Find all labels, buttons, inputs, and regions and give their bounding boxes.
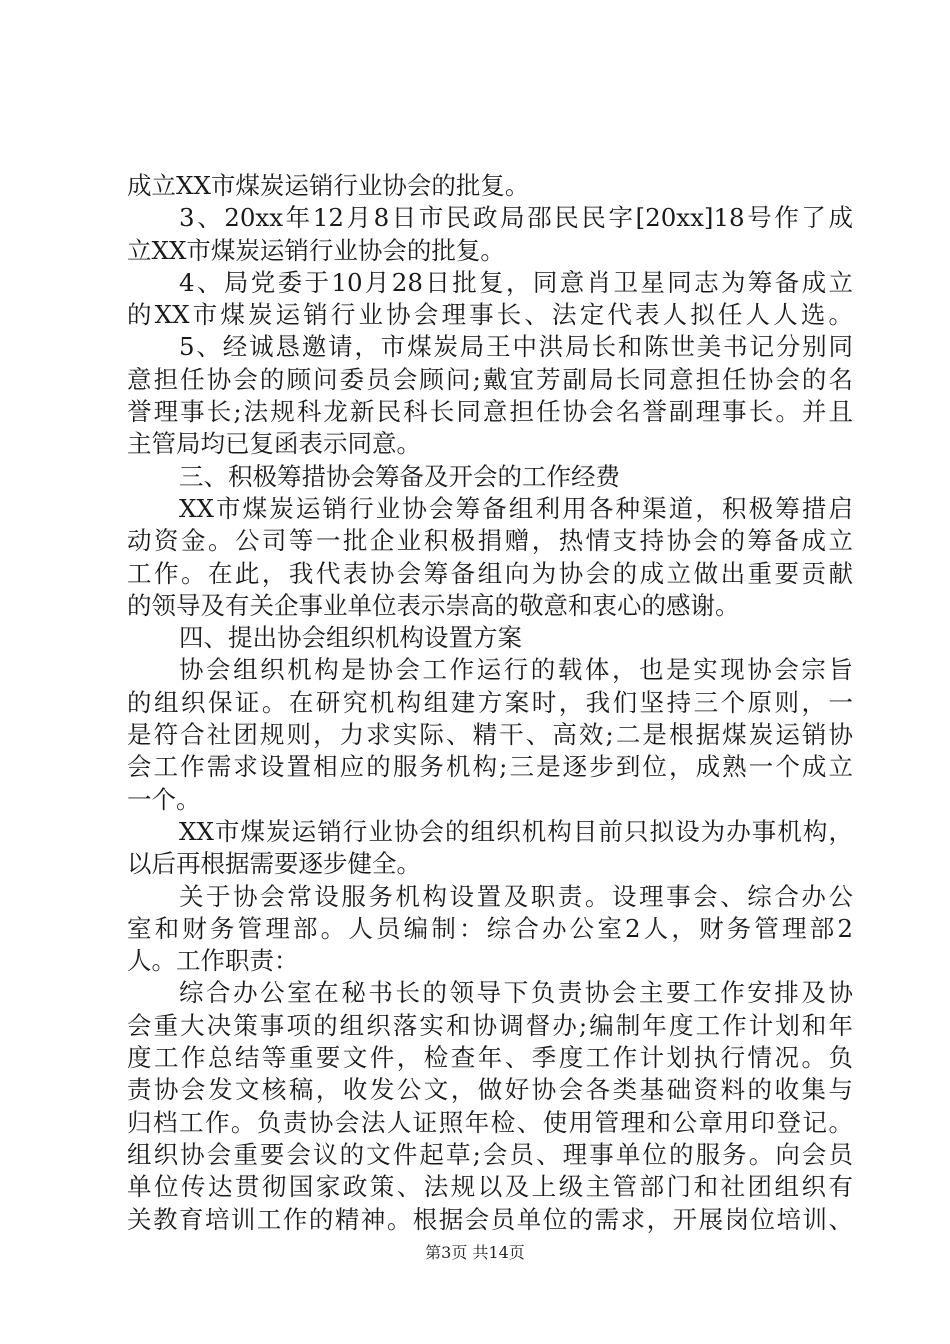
text-line: XX市煤炭运销行业协会筹备组利用各种渠道，积极筹措启 [179,493,853,523]
text-line: 关于协会常设服务机构设置及职责。设理事会、综合办公 [179,881,853,911]
text-line: 3、20xx年12月8日市民政局邵民民字[20xx]18号作了成 [179,203,853,233]
text-line: 意担任协会的顾问委员会顾问;戴宜芳副局长同意担任协会的名 [127,364,853,394]
text-line: 人。工作职责： [127,946,299,976]
text-line: XX市煤炭运销行业协会的组织机构目前只拟设为办事机构， [179,816,853,846]
text-line: 誉理事长;法规科龙新民科长同意担任协会名誉副理事长。并且 [127,397,853,427]
text-line: 的组织保证。在研究机构组建方案时，我们坚持三个原则，一 [127,687,853,717]
text-line: 5、经诚恳邀请，市煤炭局王中洪局长和陈世美书记分别同 [179,332,853,362]
text-line: 会重大决策事项的组织落实和协调督办;编制年度工作计划和年 [127,1010,853,1040]
text-line: 成立XX市煤炭运销行业协会的批复。 [127,171,530,200]
section-heading: 四、提出协会组织机构设置方案 [179,623,522,653]
text-line: 是符合社团规则，力求实际、精干、高效;二是根据煤炭运销协 [127,720,853,750]
text-line: 以后再根据需要逐步健全。 [127,849,421,879]
section-heading: 三、积极筹措协会筹备及开会的工作经费 [179,461,620,491]
document-body [127,170,853,1236]
text-line: 归档工作。负责协会法人证照年检、使用管理和公章用印登记。 [127,1107,853,1137]
text-line: 组织协会重要会议的文件起草;会员、理事单位的服务。向会员 [127,1139,853,1169]
text-line: 度工作总结等重要文件，检查年、季度工作计划执行情况。负 [127,1043,853,1073]
text-line: 协会组织机构是协会工作运行的载体，也是实现协会宗旨 [179,655,853,685]
text-line: 4、局党委于10月28日批复，同意肖卫星同志为筹备成立 [179,267,853,297]
text-line: 的XX市煤炭运销行业协会理事长、法定代表人拟任人人选。 [127,300,853,330]
text-line: 工作。在此，我代表协会筹备组向为协会的成立做出重要贡献 [127,558,853,588]
text-line: 室和财务管理部。人员编制：综合办公室2人，财务管理部2 [127,913,853,943]
text-line: 的领导及有关企事业单位表示崇高的敬意和衷心的感谢。 [127,590,740,620]
text-line: 单位传达贯彻国家政策、法规以及上级主管部门和社团组织有 [127,1172,853,1202]
text-line: 会工作需求设置相应的服务机构;三是逐步到位，成熟一个成立 [127,752,853,782]
text-line: 一个。 [127,784,201,814]
text-line: 关教育培训工作的精神。根据会员单位的需求，开展岗位培训、 [127,1204,853,1234]
text-line: 动资金。公司等一批企业积极捐赠，热情支持协会的筹备成立 [127,526,853,556]
text-line: 立XX市煤炭运销行业协会的批复。 [127,235,505,265]
page-number-footer: 第3页 共14页 [425,1243,525,1262]
text-line: 主管局均已复函表示同意。 [127,429,421,459]
text-line: 综合办公室在秘书长的领导下负责协会主要工作安排及协 [179,978,853,1008]
text-line: 责协会发文核稿，收发公文，做好协会各类基础资料的收集与 [127,1075,853,1105]
